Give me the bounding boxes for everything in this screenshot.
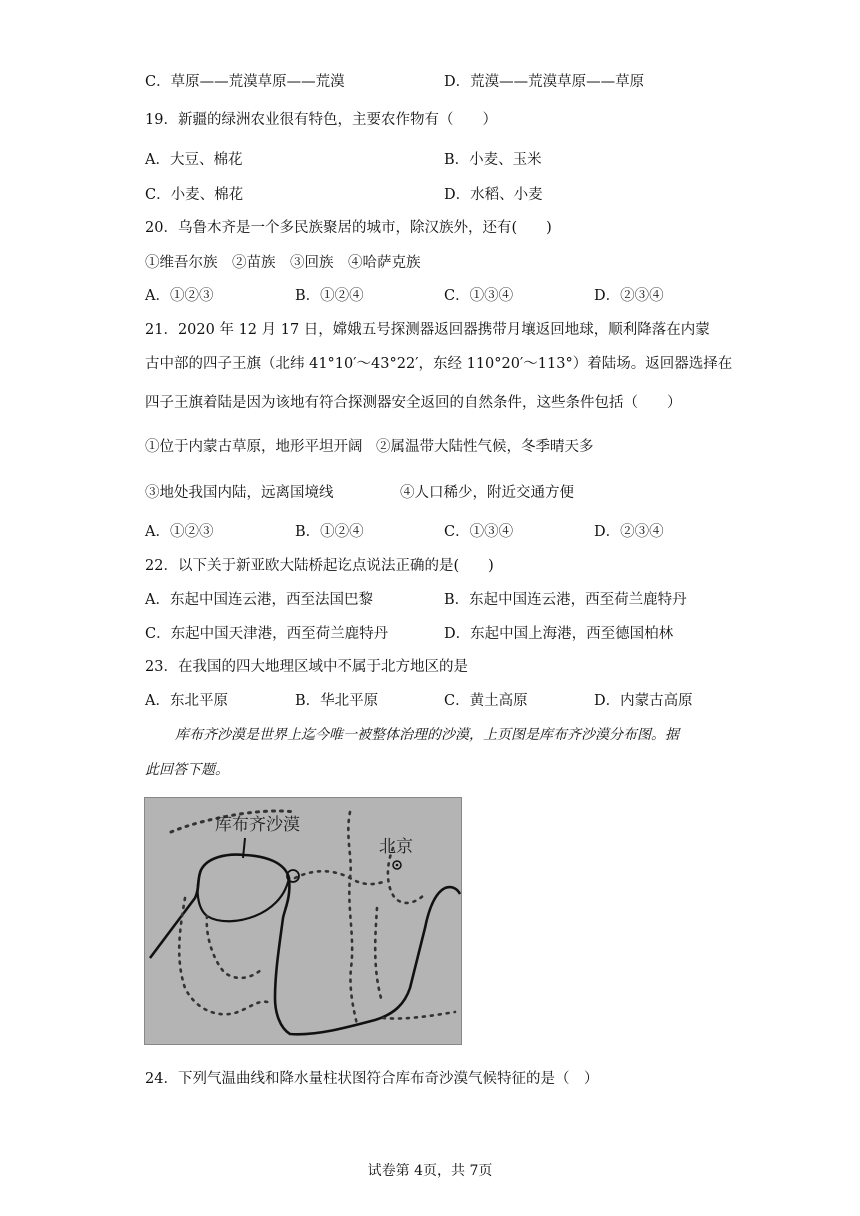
passage-line2: 此回答下题。	[145, 762, 229, 778]
q20-option-a: A．①②③	[145, 288, 214, 304]
q21-option-b: B．①②④	[295, 524, 364, 540]
q20-option-b: B．①②④	[295, 288, 364, 304]
border-dotted-6	[375, 908, 381, 998]
q21-option-a: A．①②③	[145, 524, 214, 540]
q20-stem: 20．乌鲁木齐是一个多民族聚居的城市，除汉族外，还有( )	[145, 220, 552, 236]
border-dotted-7	[383, 1012, 455, 1019]
q21-item-4: ④人口稀少，附近交通方便	[400, 485, 574, 501]
border-dotted-2	[348, 812, 357, 1024]
q19-option-d: D．水稻、小麦	[444, 187, 543, 203]
passage-line1: 库布齐沙漠是世界上迄今唯一被整体治理的沙漠，上页图是库布齐沙漠分布图。据	[175, 727, 679, 743]
q24-stem: 24．下列气温曲线和降水量柱状图符合库布奇沙漠气候特征的是（ ）	[145, 1071, 599, 1087]
q19-stem: 19．新疆的绿洲农业很有特色，主要农作物有（ ）	[145, 112, 497, 128]
q19-option-c: C．小麦、棉花	[145, 187, 244, 203]
q20-items: ①维吾尔族 ②苗族 ③回族 ④哈萨克族	[145, 255, 421, 271]
q23-stem: 23．在我国的四大地理区域中不属于北方地区的是	[145, 659, 468, 675]
q19-option-a: A．大豆、棉花	[145, 152, 243, 168]
q19-option-b: B．小麦、玉米	[444, 152, 542, 168]
q21-stem-line1: 21．2020 年 12 月 17 日，嫦娥五号探测器返回器携带月壤返回地球，顺利降落在内蒙	[145, 322, 710, 338]
q22-option-d: D．东起中国上海港，西至德国柏林	[444, 626, 674, 642]
q21-item-3: ③地处我国内陆，远离国境线	[145, 485, 334, 501]
q23-option-c: C．黄土高原	[444, 693, 528, 709]
border-dotted-1	[295, 871, 383, 884]
page-footer: 试卷第 4页，共 7页	[367, 1163, 493, 1179]
q18-option-d: D．荒漠——荒漠草原——草原	[444, 74, 645, 90]
map-label-desert: 库布齐沙漠	[215, 815, 300, 835]
q23-option-a: A．东北平原	[145, 693, 228, 709]
river-line	[150, 855, 460, 1035]
q22-stem: 22．以下关于新亚欧大陆桥起讫点说法正确的是( )	[145, 558, 494, 574]
q20-option-c: C．①③④	[444, 288, 514, 304]
q22-option-a: A．东起中国连云港，西至法国巴黎	[145, 592, 373, 608]
q21-item-2: ②属温带大陆性气候，冬季晴天多	[376, 439, 594, 455]
q21-option-d: D．②③④	[594, 524, 664, 540]
q18-option-c: C．草原——荒漠草原——荒漠	[145, 74, 345, 90]
border-dotted-4	[207, 916, 263, 978]
q22-option-b: B．东起中国连云港，西至荷兰鹿特丹	[444, 592, 687, 608]
q21-option-c: C．①③④	[444, 524, 514, 540]
q20-option-d: D．②③④	[594, 288, 664, 304]
q21-item-1: ①位于内蒙古草原，地形平坦开阔	[145, 439, 363, 455]
kubuqi-desert-map	[144, 797, 462, 1045]
q23-option-d: D．内蒙古高原	[594, 693, 693, 709]
q21-stem-line2: 古中部的四子王旗（北纬 41°10′～43°22′，东经 110°20′～113°）着陆场。返回器选择在	[145, 356, 733, 372]
map-label-beijing: 北京	[379, 837, 413, 857]
q22-option-c: C．东起中国天津港，西至荷兰鹿特丹	[145, 626, 389, 642]
desert-outline	[198, 870, 289, 921]
q23-option-b: B．华北平原	[295, 693, 379, 709]
q21-stem-line3: 四子王旗着陆是因为该地有符合探测器安全返回的自然条件，这些条件包括（ ）	[145, 395, 682, 411]
map-drawing	[145, 798, 461, 1044]
